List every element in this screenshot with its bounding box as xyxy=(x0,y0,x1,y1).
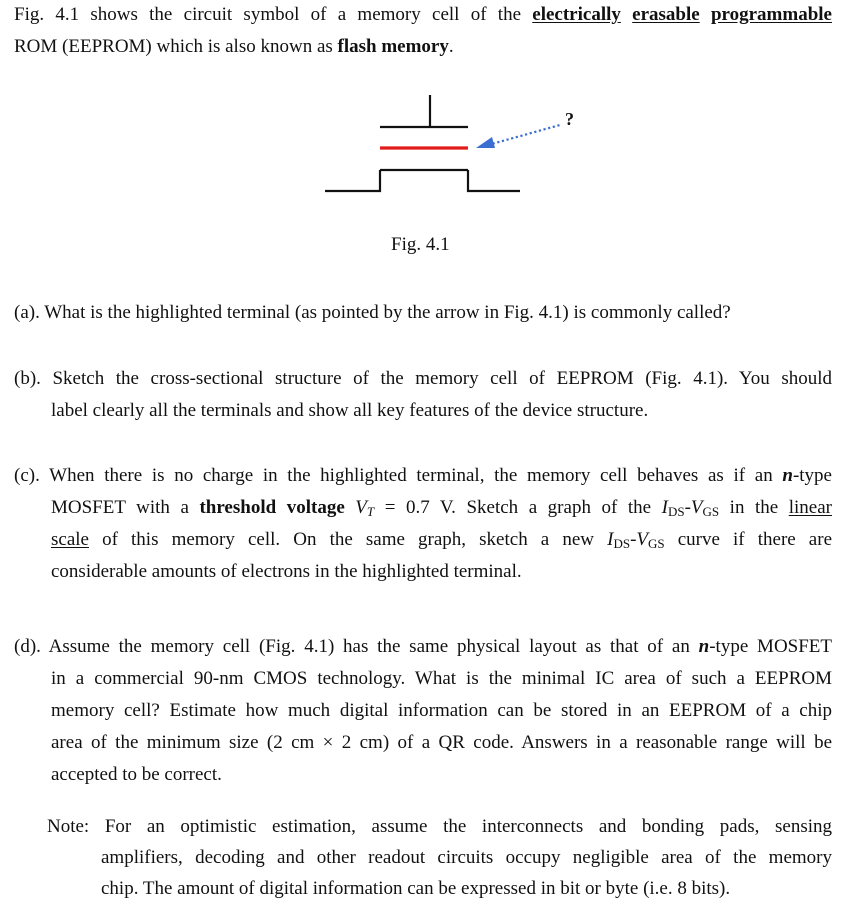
ids-symbol: I xyxy=(661,497,668,518)
space xyxy=(621,4,632,25)
ids-symbol: I xyxy=(607,529,614,550)
text: -type xyxy=(792,465,832,486)
linear-underlined: linear xyxy=(788,497,832,518)
figure-4-1-symbol xyxy=(320,90,590,202)
arrow-head-icon xyxy=(476,137,495,148)
note-line-2: amplifiers, decoding and other readout circuits occupy negligible area of the memory xyxy=(101,847,832,868)
text: MOSFET with a xyxy=(51,497,200,518)
intro-programmable: programmable xyxy=(710,4,832,25)
text: of this memory cell. On the same graph, sketch a new xyxy=(88,529,608,550)
intro-text-2: ROM (EEPROM) which is also known as xyxy=(14,36,338,57)
question-b-line-1: (b). Sketch the cross-sectional structure of the memory cell of EEPROM (Fig. 4.1). You should xyxy=(14,368,832,389)
vgs-symbol: V xyxy=(636,529,648,550)
vgs-subscript: GS xyxy=(702,504,720,519)
dotted-arrow-line xyxy=(488,125,560,145)
question-b-line-2: label clearly all the terminals and show all key features of the device structure. xyxy=(51,400,649,421)
n-italic: n xyxy=(698,636,710,657)
threshold-voltage: threshold voltage xyxy=(199,497,345,518)
text: = 0.7 V. Sketch a graph of the xyxy=(374,497,662,518)
vt-subscript: T xyxy=(366,504,375,519)
vgs-symbol: V xyxy=(690,497,703,518)
note-line-3: chip. The amount of digital information can be expressed in bit or byte (i.e. 8 bits). xyxy=(101,878,731,899)
question-c-line-4: considerable amounts of electrons in the highlighted terminal. xyxy=(51,561,522,582)
question-c-line-3 xyxy=(51,528,832,556)
intro-flash-memory: flash memory xyxy=(337,36,449,57)
text: in the xyxy=(719,497,789,518)
question-d-line-5: accepted to be correct. xyxy=(51,764,222,785)
figure-caption: Fig. 4.1 xyxy=(391,234,450,255)
source-drain-lines xyxy=(325,170,380,191)
vgs-subscript: GS xyxy=(648,536,665,551)
ids-subscript: DS xyxy=(667,504,685,519)
question-mark: ? xyxy=(565,109,574,129)
dash: - xyxy=(630,529,637,550)
text: -type MOSFET xyxy=(709,636,833,657)
text: (c). When there is no charge in the highlighted terminal, the memory cell behaves as if an xyxy=(14,465,783,486)
dash: - xyxy=(684,497,691,518)
vt-symbol: V xyxy=(344,497,367,518)
intro-text: Fig. 4.1 shows the circuit symbol of a memory cell of the xyxy=(14,4,533,25)
drain-lines xyxy=(468,170,520,191)
intro-erasable: erasable xyxy=(632,4,700,25)
question-d-line-1 xyxy=(14,635,832,659)
question-c-line-1 xyxy=(14,464,832,488)
intro-line-1 xyxy=(14,3,832,27)
ids-subscript: DS xyxy=(613,536,631,551)
scale-underlined: scale xyxy=(51,529,89,550)
note-line-1: Note: For an optimistic estimation, assume the interconnects and bonding pads, sensing xyxy=(47,816,832,837)
period: . xyxy=(448,36,454,57)
text: (d). Assume the memory cell (Fig. 4.1) has the same physical layout as that of an xyxy=(14,636,699,657)
question-d-line-2: in a commercial 90-nm CMOS technology. What is the minimal IC area of such a EEPROM xyxy=(51,668,832,689)
question-c-line-2 xyxy=(51,496,832,524)
space xyxy=(700,4,711,25)
question-d-line-3: memory cell? Estimate how much digital information can be stored in an EEPROM of a chip xyxy=(51,700,832,721)
intro-line-2 xyxy=(14,35,454,59)
n-italic: n xyxy=(782,465,793,486)
intro-electrically: electrically xyxy=(532,4,621,25)
question-d-line-4: area of the minimum size (2 cm × 2 cm) of a QR code. Answers in a reasonable range will be xyxy=(51,732,832,753)
question-a: (a). What is the highlighted terminal (as pointed by the arrow in Fig. 4.1) is commonly called? xyxy=(14,302,731,323)
text: curve if there are xyxy=(664,529,832,550)
